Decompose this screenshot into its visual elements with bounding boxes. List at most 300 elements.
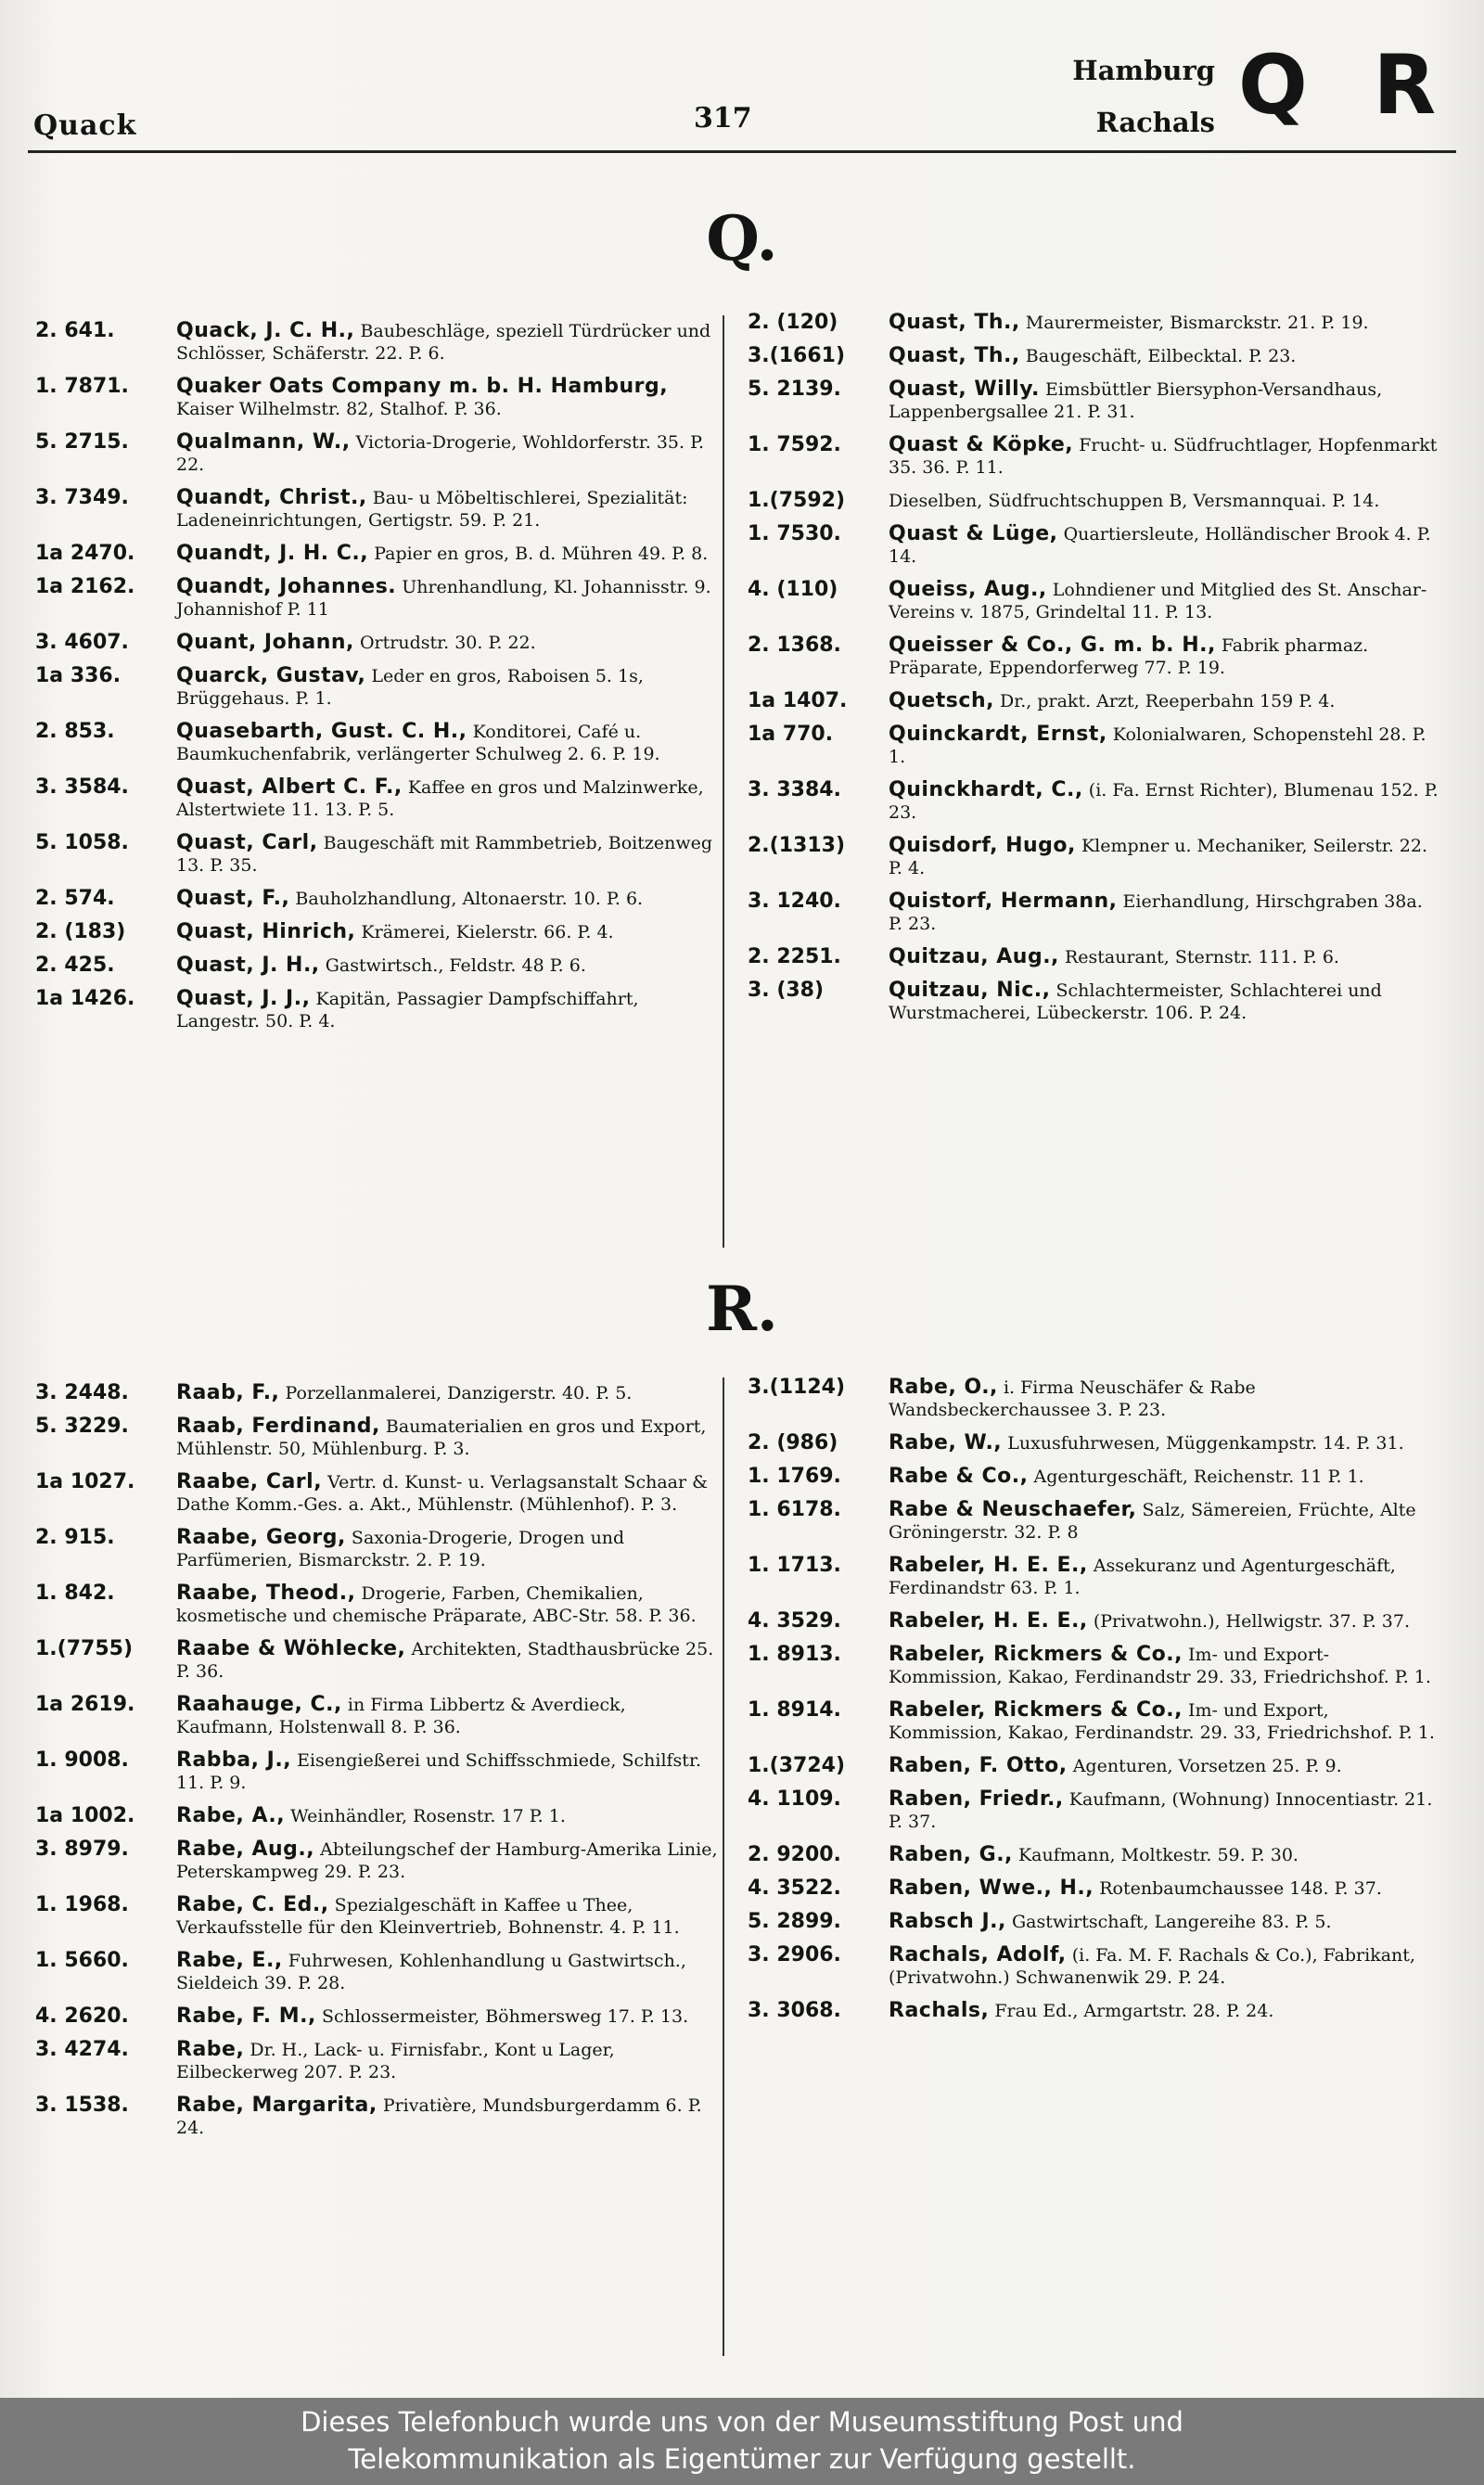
directory-entry xyxy=(35,988,726,1032)
footer-line: Dieses Telefonbuch wurde uns von der Museumsstiftung Post und xyxy=(301,2406,1183,2438)
phone-number: 1. 7592. xyxy=(748,433,841,456)
entry-text xyxy=(176,665,726,710)
phone-number: 1a 1407. xyxy=(748,689,848,712)
page-number: 317 xyxy=(694,102,752,134)
directory-entry xyxy=(748,579,1439,623)
entry-text xyxy=(889,1499,1439,1544)
entry-text xyxy=(176,487,726,532)
subscriber-name: Raabe, Theod., xyxy=(176,1582,356,1605)
subscriber-name: Rachals, xyxy=(889,1999,990,2022)
directory-entry xyxy=(748,1944,1439,1989)
section-q-left-column xyxy=(35,320,726,1044)
directory-entry xyxy=(748,490,1439,512)
footer-banner xyxy=(0,2398,1484,2485)
entry-detail: Frau Ed., Armgartstr. 28. P. 24. xyxy=(994,2001,1274,2021)
phone-number: 4. (110) xyxy=(748,578,838,601)
entry-text xyxy=(889,724,1439,768)
phone-number: 4. 3529. xyxy=(748,1609,841,1633)
entry-text xyxy=(889,345,1439,367)
phone-number: 1. 6178. xyxy=(748,1498,841,1521)
entry-detail: Kolonialwaren, Schopenstehl 28. P. 1. xyxy=(889,724,1426,767)
subscriber-name: Quast & Köpke, xyxy=(889,433,1074,456)
directory-entry xyxy=(35,1694,726,1738)
entry-text xyxy=(889,1644,1439,1688)
phone-number: 2. 574. xyxy=(35,887,115,910)
entry-detail: Dr. H., Lack- u. Firnisfabr., Kont u Lager, Eilbeckerweg 207. P. 23. xyxy=(176,2040,615,2082)
subscriber-name: Qualmann, W., xyxy=(176,430,351,454)
entry-detail: Kaufmann, Moltkestr. 59. P. 30. xyxy=(1017,1845,1298,1865)
entry-detail: Gastwirtschaft, Langereihe 83. P. 5. xyxy=(1011,1912,1332,1932)
entry-detail: Baugeschäft, Eilbecktal. P. 23. xyxy=(1025,346,1297,366)
subscriber-name: Raab, Ferdinand, xyxy=(176,1415,380,1438)
subscriber-name: Rabe, xyxy=(176,2038,245,2061)
entry-text xyxy=(889,946,1439,968)
entry-detail: Abteilungschef der Hamburg-Amerika Linie, Peterskampweg 29. P. 23. xyxy=(176,1839,718,1882)
entry-detail: Luxusfuhrwesen, Müggenkampstr. 14. P. 31. xyxy=(1007,1433,1404,1454)
subscriber-name: Raabe & Wöhlecke, xyxy=(176,1637,406,1660)
entry-text xyxy=(889,890,1439,935)
phone-number: 2. (183) xyxy=(35,920,126,943)
subscriber-name: Raab, F., xyxy=(176,1381,280,1404)
column-divider xyxy=(723,1377,724,2356)
entry-text xyxy=(889,1377,1439,1421)
phone-number: 4. 2620. xyxy=(35,2005,129,2028)
directory-entry xyxy=(35,320,726,365)
entry-text xyxy=(176,1694,726,1738)
entry-detail: i. Firma Neuschäfer & Rabe Wandsbeckerchaussee 3. P. 23. xyxy=(889,1377,1256,1420)
phone-number: 2. 425. xyxy=(35,954,115,977)
phone-number: 1a 2162. xyxy=(35,575,135,598)
directory-entry xyxy=(748,1788,1439,1833)
header-right-name: Rachals xyxy=(1095,107,1215,138)
entry-detail: Baugeschäft mit Rammbetrieb, Boitzenweg 13. P. 35. xyxy=(176,833,713,876)
subscriber-name: Raben, Wwe., H., xyxy=(889,1877,1094,1900)
directory-entry xyxy=(748,1555,1439,1599)
subscriber-name: Quarck, Gustav, xyxy=(176,664,366,687)
subscriber-name: Quant, Johann, xyxy=(176,631,354,654)
directory-entry xyxy=(748,690,1439,712)
section-q-right-column xyxy=(748,312,1439,1035)
subscriber-name: Quast, J. H., xyxy=(176,954,320,977)
phone-number: 3. 2448. xyxy=(35,1381,129,1404)
directory-entry xyxy=(35,376,726,420)
phone-number: 5. 1058. xyxy=(35,831,129,854)
entry-detail: Kaufmann, (Wohnung) Innocentiastr. 21. P. 37. xyxy=(889,1789,1433,1832)
phone-number: 1. 8913. xyxy=(748,1643,841,1666)
phone-number: 5. 2139. xyxy=(748,378,841,401)
subscriber-name: Rabeler, Rickmers & Co., xyxy=(889,1643,1183,1666)
header-letters: Q R xyxy=(1238,37,1455,133)
phone-number: 2. (120) xyxy=(748,311,838,334)
subscriber-name: Quitzau, Aug., xyxy=(889,945,1059,968)
directory-entry xyxy=(35,431,726,476)
directory-entry xyxy=(748,1699,1439,1744)
directory-entry xyxy=(748,1466,1439,1488)
directory-entry xyxy=(35,1582,726,1627)
directory-entry xyxy=(35,1805,726,1827)
entry-text xyxy=(889,779,1439,824)
entry-detail: Schlachtermeister, Schlachterei und Wurstmacherei, Lübeckerstr. 106. P. 24. xyxy=(889,980,1382,1023)
entry-detail: Eisengießerei und Schiffsschmiede, Schilfstr. 11. P. 9. xyxy=(176,1750,701,1793)
phone-number: 2. 641. xyxy=(35,319,115,342)
phone-number: 1a 1027. xyxy=(35,1470,135,1493)
entry-detail: Konditorei, Café u. Baumkuchenfabrik, verlängerter Schulweg 2. 6. P. 19. xyxy=(176,722,660,764)
subscriber-name: Rabe, W., xyxy=(889,1431,1003,1454)
phone-number: 1. 1968. xyxy=(35,1893,129,1916)
subscriber-name: Quast, Hinrich, xyxy=(176,920,356,943)
entry-text xyxy=(889,2000,1439,2022)
phone-number: 3.(1124) xyxy=(748,1376,846,1399)
directory-entry xyxy=(748,946,1439,968)
directory-entry xyxy=(748,1844,1439,1866)
entry-text xyxy=(176,832,726,877)
column-divider xyxy=(723,315,724,1248)
directory-entry xyxy=(748,1644,1439,1688)
entry-text xyxy=(889,1699,1439,1744)
entry-text xyxy=(176,988,726,1032)
phone-number: 5. 2715. xyxy=(35,430,129,454)
entry-detail: Agenturgeschäft, Reichenstr. 11 P. 1. xyxy=(1033,1467,1364,1487)
phone-number: 1. 1713. xyxy=(748,1554,841,1577)
entry-text xyxy=(176,2094,726,2139)
entry-detail: in Firma Libbertz & Averdieck, Kaufmann, Holstenwall 8. P. 36. xyxy=(176,1695,626,1737)
phone-number: 1a 336. xyxy=(35,664,122,687)
phone-number: 1a 2470. xyxy=(35,542,135,565)
entry-detail: Kaffee en gros und Malzinwerke, Alstertwiete 11. 13. P. 5. xyxy=(176,777,704,820)
header-right-block xyxy=(1072,45,1215,148)
phone-number: 1. 9008. xyxy=(35,1748,129,1772)
subscriber-name: Quast, J. J., xyxy=(176,987,311,1010)
entry-detail: Maurermeister, Bismarckstr. 21. P. 19. xyxy=(1025,313,1369,333)
phone-number: 2. 915. xyxy=(35,1526,115,1549)
phone-number: 1a 1002. xyxy=(35,1804,135,1827)
phone-number: 1. 7871. xyxy=(35,375,129,398)
subscriber-name: Quistorf, Hermann, xyxy=(889,890,1118,913)
entry-text xyxy=(176,1950,726,1994)
subscriber-name: Rabba, J., xyxy=(176,1748,292,1772)
subscriber-name: Quinckardt, Ernst, xyxy=(889,723,1107,746)
entry-text xyxy=(176,1838,726,1883)
directory-entry xyxy=(35,543,726,565)
entry-text xyxy=(889,1432,1439,1454)
entry-detail: Quartiersleute, Holländischer Brook 4. P. 14. xyxy=(889,524,1431,567)
phone-number: 1a 2619. xyxy=(35,1693,135,1716)
phone-number: 1.(7592) xyxy=(748,489,846,512)
subscriber-name: Queisser & Co., G. m. b. H., xyxy=(889,634,1216,657)
entry-detail: Bauholzhandlung, Altonaerstr. 10. P. 6. xyxy=(295,889,644,909)
directory-entry xyxy=(35,1527,726,1571)
entry-detail: Uhrenhandlung, Kl. Johannisstr. 9. Johannishof P. 11 xyxy=(176,577,711,620)
entry-text xyxy=(176,576,726,621)
subscriber-name: Quinckhardt, C., xyxy=(889,778,1083,801)
phone-number: 5. 2899. xyxy=(748,1910,841,1933)
directory-entry xyxy=(35,1382,726,1404)
entry-text xyxy=(176,921,726,943)
entry-text xyxy=(889,1466,1439,1488)
directory-entry xyxy=(748,1499,1439,1544)
subscriber-name: Rabe, O., xyxy=(889,1376,998,1399)
entry-detail: Drogerie, Farben, Chemikalien, kosmetische und chemische Präparate, ABC-Str. 58. P. 36. xyxy=(176,1583,697,1626)
phone-number: 1. 8914. xyxy=(748,1698,841,1722)
directory-entry xyxy=(35,2039,726,2083)
entry-detail: Porzellanmalerei, Danzigerstr. 40. P. 5. xyxy=(285,1383,633,1403)
phone-number: 3. 1538. xyxy=(35,2094,129,2117)
entry-detail: Krämerei, Kielerstr. 66. P. 4. xyxy=(361,922,614,942)
entry-text xyxy=(889,579,1439,623)
directory-entry xyxy=(35,632,726,654)
entry-text xyxy=(889,1844,1439,1866)
phone-number: 1.(3724) xyxy=(748,1754,846,1777)
subscriber-name: Quast, Th., xyxy=(889,344,1020,367)
directory-entry xyxy=(748,2000,1439,2022)
entry-detail: Klempner u. Mechaniker, Seilerstr. 22. P. 4. xyxy=(889,836,1428,878)
entry-detail: Im- und Export, Kommission, Kakao, Ferdinandstr. 29. 33, Friedrichshof. P. 1. xyxy=(889,1700,1435,1743)
entry-text xyxy=(176,1749,726,1794)
subscriber-name: Quandt, Christ., xyxy=(176,486,367,509)
entry-text xyxy=(889,1555,1439,1599)
directory-entry xyxy=(748,523,1439,568)
subscriber-name: Queiss, Aug., xyxy=(889,578,1047,601)
directory-entry xyxy=(748,1377,1439,1421)
entry-text xyxy=(889,378,1439,423)
directory-entry xyxy=(748,1911,1439,1933)
entry-text xyxy=(176,431,726,476)
entry-text xyxy=(176,632,726,654)
subscriber-name: Quisdorf, Hugo, xyxy=(889,834,1076,857)
entry-detail: Leder en gros, Raboisen 5. 1s, Brüggehaus. P. 1. xyxy=(176,666,644,709)
phone-number: 1.(7755) xyxy=(35,1637,134,1660)
entry-detail: Fuhrwesen, Kohlenhandlung u Gastwirtsch., Sieldeich 39. P. 28. xyxy=(176,1951,686,1993)
subscriber-name: Quetsch, xyxy=(889,689,994,712)
entry-text xyxy=(889,835,1439,879)
phone-number: 3. 3384. xyxy=(748,778,841,801)
entry-detail: Papier en gros, B. d. Mühren 49. P. 8. xyxy=(374,544,709,564)
entry-text xyxy=(176,2039,726,2083)
subscriber-name: Quack, J. C. H., xyxy=(176,319,355,342)
entry-detail: Schlossermeister, Böhmersweg 17. P. 13. xyxy=(321,2006,689,2027)
entry-detail: Eimsbüttler Biersyphon-Versandhaus, Lappenbergsallee 21. P. 31. xyxy=(889,379,1383,422)
directory-entry xyxy=(35,665,726,710)
entry-text xyxy=(176,2005,726,2028)
subscriber-name: Rachals, Adolf, xyxy=(889,1943,1067,1966)
header-left-name: Quack xyxy=(33,109,137,142)
subscriber-name: Raahauge, C., xyxy=(176,1693,342,1716)
directory-entry xyxy=(35,1950,726,1994)
directory-entry xyxy=(748,1755,1439,1777)
directory-entry xyxy=(748,434,1439,479)
entry-detail: Eierhandlung, Hirschgraben 38a. P. 23. xyxy=(889,891,1423,934)
phone-number: 3. 2906. xyxy=(748,1943,841,1966)
subscriber-name: Quandt, J. H. C., xyxy=(176,542,369,565)
entry-text xyxy=(889,1911,1439,1933)
directory-entry xyxy=(748,1610,1439,1633)
phone-number: 3. 8979. xyxy=(35,1838,129,1861)
subscriber-name: Rabe, F. M., xyxy=(176,2005,316,2028)
entry-text xyxy=(176,1805,726,1827)
directory-entry xyxy=(748,980,1439,1024)
section-r-right-column xyxy=(748,1377,1439,2033)
entry-detail: Restaurant, Sternstr. 111. P. 6. xyxy=(1064,947,1339,967)
subscriber-name: Quast, Willy. xyxy=(889,378,1040,401)
phone-number: 3. 4607. xyxy=(35,631,129,654)
phone-number: 2. 853. xyxy=(35,720,115,743)
section-letter-r: R. xyxy=(706,1273,778,1345)
entry-text xyxy=(889,1944,1439,1989)
subscriber-name: Rabe, Aug., xyxy=(176,1838,315,1861)
phone-number: 2. 9200. xyxy=(748,1843,841,1866)
entry-detail: Kapitän, Passagier Dampfschiffahrt, Langestr. 50. P. 4. xyxy=(176,989,639,1031)
entry-text xyxy=(176,376,726,420)
directory-entry xyxy=(35,1471,726,1516)
directory-entry xyxy=(35,776,726,821)
entry-detail: Architekten, Stadthausbrücke 25. P. 36. xyxy=(176,1639,714,1682)
entry-text xyxy=(176,1638,726,1683)
entry-text xyxy=(176,1582,726,1627)
entry-text xyxy=(889,1610,1439,1633)
subscriber-name: Rabeler, H. E. E., xyxy=(889,1554,1088,1577)
phone-number: 4. 3522. xyxy=(748,1877,841,1900)
entry-detail: (i. Fa. Ernst Richter), Blumenau 152. P. 23. xyxy=(889,780,1439,823)
entry-detail: Baubeschläge, speziell Türdrücker und Schlösser, Schäferstr. 22. P. 6. xyxy=(176,321,711,364)
phone-number: 3. 3068. xyxy=(748,1999,841,2022)
entry-text xyxy=(176,888,726,910)
phone-number: 1a 1426. xyxy=(35,987,135,1010)
header-city: Hamburg xyxy=(1072,55,1215,86)
entry-detail: Weinhändler, Rosenstr. 17 P. 1. xyxy=(290,1806,566,1826)
subscriber-name: Rabe, Margarita, xyxy=(176,2094,377,2117)
directory-entry xyxy=(748,1432,1439,1454)
directory-entry xyxy=(748,724,1439,768)
subscriber-name: Rabe, C. Ed., xyxy=(176,1893,329,1916)
subscriber-name: Quaker Oats Company m. b. H. Hamburg, xyxy=(176,375,669,398)
subscriber-name: Rabsch J., xyxy=(889,1910,1006,1933)
phone-number: 5. 3229. xyxy=(35,1415,129,1438)
subscriber-name: Raabe, Georg, xyxy=(176,1526,346,1549)
phone-number: 2. 1368. xyxy=(748,634,841,657)
entry-text xyxy=(889,434,1439,479)
subscriber-name: Quast, Albert C. F., xyxy=(176,775,403,799)
entry-text xyxy=(889,312,1439,334)
directory-entry xyxy=(35,1838,726,1883)
entry-detail: Privatière, Mundsburgerdamm 6. P. 24. xyxy=(176,2095,702,2138)
entry-detail: Assekuranz und Agenturgeschäft, Ferdinandstr 63. P. 1. xyxy=(889,1556,1396,1598)
directory-entry xyxy=(35,721,726,765)
phone-number: 4. 1109. xyxy=(748,1787,841,1811)
entry-detail: Ortrudstr. 30. P. 22. xyxy=(359,633,536,653)
subscriber-name: Raben, Friedr., xyxy=(889,1787,1064,1811)
directory-entry xyxy=(748,779,1439,824)
directory-entry xyxy=(748,378,1439,423)
directory-entry xyxy=(35,954,726,977)
entry-detail: Victoria-Drogerie, Wohldorferstr. 35. P. 22. xyxy=(176,432,705,475)
entry-text xyxy=(176,1382,726,1404)
directory-entry xyxy=(35,2005,726,2028)
section-letter-q: Q. xyxy=(706,202,778,275)
entry-text xyxy=(176,543,726,565)
entry-text xyxy=(176,1471,726,1516)
directory-entry xyxy=(748,890,1439,935)
entry-text xyxy=(889,690,1439,712)
phone-number: 2. 2251. xyxy=(748,945,841,968)
entry-text xyxy=(889,1788,1439,1833)
phone-number: 3.(1661) xyxy=(748,344,846,367)
directory-entry xyxy=(35,921,726,943)
phone-number: 3. 7349. xyxy=(35,486,129,509)
subscriber-name: Quast & Lüge, xyxy=(889,522,1058,545)
entry-detail: Dieselben, Südfruchtschuppen B, Versmannquai. P. 14. xyxy=(889,491,1380,511)
entry-text xyxy=(889,980,1439,1024)
footer-line: Telekommunikation als Eigentümer zur Verfügung gestellt. xyxy=(348,2443,1136,2475)
entry-detail: (Privatwohn.), Hellwigstr. 37. P. 37. xyxy=(1093,1611,1411,1632)
phone-number: 3. 4274. xyxy=(35,2038,129,2061)
phone-number: 3. (38) xyxy=(748,979,825,1002)
phone-number: 2. (986) xyxy=(748,1431,838,1454)
directory-entry xyxy=(35,1415,726,1460)
entry-detail: Spezialgeschäft in Kaffee u Thee, Verkaufsstelle für den Kleinvertrieb, Bohnenstr. 4. P. 11. xyxy=(176,1895,680,1938)
directory-entry xyxy=(748,345,1439,367)
subscriber-name: Quast, F., xyxy=(176,887,290,910)
directory-entry xyxy=(35,888,726,910)
entry-detail: Frucht- u. Südfruchtlager, Hopfenmarkt 35. 36. P. 11. xyxy=(889,435,1438,478)
subscriber-name: Quasebarth, Gust. C. H., xyxy=(176,720,467,743)
entry-text xyxy=(889,1755,1439,1777)
entry-text xyxy=(889,634,1439,679)
entry-text xyxy=(889,490,1439,512)
subscriber-name: Rabe, E., xyxy=(176,1949,283,1972)
phone-number: 1a 770. xyxy=(748,723,834,746)
directory-entry xyxy=(748,835,1439,879)
phone-number: 1. 7530. xyxy=(748,522,841,545)
entry-detail: Bau- u Möbeltischlerei, Spezialität: Ladeneinrichtungen, Gertigstr. 59. P. 21. xyxy=(176,488,688,531)
entry-text xyxy=(176,1415,726,1460)
entry-text xyxy=(176,721,726,765)
phone-number: 1. 1769. xyxy=(748,1465,841,1488)
entry-text xyxy=(889,1877,1439,1900)
subscriber-name: Raabe, Carl, xyxy=(176,1470,323,1493)
phone-number: 3. 3584. xyxy=(35,775,129,799)
entry-detail: Lohndiener und Mitglied des St. Anschar-Vereins v. 1875, Grindeltal 11. P. 13. xyxy=(889,580,1427,622)
entry-detail: Saxonia-Drogerie, Drogen und Parfümerien, Bismarckstr. 2. P. 19. xyxy=(176,1528,625,1570)
directory-entry xyxy=(35,2094,726,2139)
subscriber-name: Quast, Carl, xyxy=(176,831,318,854)
entry-text xyxy=(176,954,726,977)
entry-detail: (i. Fa. M. F. Rachals & Co.), Fabrikant, (Privatwohn.) Schwanenwik 29. P. 24. xyxy=(889,1945,1415,1988)
directory-entry xyxy=(748,634,1439,679)
entry-detail: Salz, Sämereien, Früchte, Alte Gröningerstr. 32. P. 8 xyxy=(889,1500,1416,1543)
subscriber-name: Raben, F. Otto, xyxy=(889,1754,1068,1777)
header-rule xyxy=(28,150,1456,153)
entry-detail: Agenturen, Vorsetzen 25. P. 9. xyxy=(1072,1756,1342,1776)
entry-detail: Baumaterialien en gros und Export, Mühlenstr. 50, Mühlenburg. P. 3. xyxy=(176,1416,707,1459)
phone-number: 2.(1313) xyxy=(748,834,846,857)
directory-entry xyxy=(35,1894,726,1939)
entry-detail: Rotenbaumchaussee 148. P. 37. xyxy=(1099,1878,1382,1899)
entry-detail: Fabrik pharmaz. Präparate, Eppendorferweg 77. P. 19. xyxy=(889,635,1369,678)
directory-entry xyxy=(35,1638,726,1683)
entry-detail: Vertr. d. Kunst- u. Verlagsanstalt Schaar & Dathe Komm.-Ges. a. Akt., Mühlenstr. (Mühlenhof). P. 3. xyxy=(176,1472,709,1515)
entry-text xyxy=(889,523,1439,568)
subscriber-name: Raben, G., xyxy=(889,1843,1013,1866)
entry-detail: Dr., prakt. Arzt, Reeperbahn 159 P. 4. xyxy=(1000,691,1336,711)
entry-detail: Kaiser Wilhelmstr. 82, Stalhof. P. 36. xyxy=(176,399,502,419)
phone-number: 1. 842. xyxy=(35,1582,115,1605)
entry-detail: Im- und Export-Kommission, Kakao, Ferdinandstr 29. 33, Friedrichshof. P. 1. xyxy=(889,1645,1431,1687)
entry-text xyxy=(176,776,726,821)
phone-number: 1. 5660. xyxy=(35,1949,129,1972)
directory-entry xyxy=(748,1877,1439,1900)
subscriber-name: Rabe, A., xyxy=(176,1804,286,1827)
phone-number: 3. 1240. xyxy=(748,890,841,913)
